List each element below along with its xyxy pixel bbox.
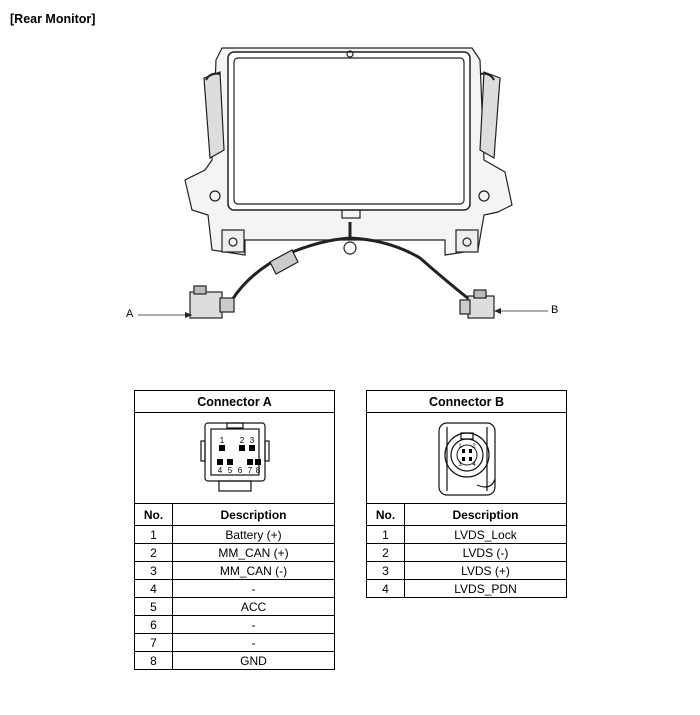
table-row <box>367 544 567 562</box>
pin-label-1: 1 <box>457 444 462 450</box>
table-row <box>135 598 335 616</box>
col-header-no: No. <box>367 504 405 526</box>
pin-description: MM_CAN (+) <box>173 544 335 562</box>
pin-label-2: 2 <box>471 444 476 450</box>
connector-a-pinout <box>135 413 335 504</box>
table-row <box>135 616 335 634</box>
pin-number: 4 <box>135 580 173 598</box>
connector-b-pinout <box>367 413 567 504</box>
col-header-no: No. <box>135 504 173 526</box>
pin-description: Battery (+) <box>173 526 335 544</box>
connector-b-table <box>366 390 567 598</box>
pin-description: LVDS (+) <box>405 562 567 580</box>
pin-label-8: 8 <box>255 466 260 475</box>
pin-label-1: 1 <box>219 436 224 445</box>
pin-description: MM_CAN (-) <box>173 562 335 580</box>
table-row <box>367 562 567 580</box>
pin-description: LVDS_Lock <box>405 526 567 544</box>
pin-label-3: 3 <box>457 462 462 468</box>
pin-description: ACC <box>173 598 335 616</box>
pin-label-5: 5 <box>227 466 232 475</box>
table-row <box>135 526 335 544</box>
pin-number: 7 <box>135 634 173 652</box>
pin-number: 8 <box>135 652 173 670</box>
pin-number: 1 <box>367 526 405 544</box>
pin-number: 4 <box>367 580 405 598</box>
connector-a-title: Connector A <box>135 391 335 413</box>
pin-description: - <box>173 634 335 652</box>
pin-description: - <box>173 580 335 598</box>
pin-label-7: 7 <box>247 466 252 475</box>
table-row <box>367 526 567 544</box>
pin-number: 3 <box>367 562 405 580</box>
pin-description: GND <box>173 652 335 670</box>
table-row <box>135 652 335 670</box>
table-row <box>367 580 567 598</box>
callout-b: B <box>551 304 559 316</box>
pin-number: 2 <box>135 544 173 562</box>
pin-label-4: 4 <box>217 466 222 475</box>
col-header-description: Description <box>173 504 335 526</box>
pin-label-6: 6 <box>237 466 242 475</box>
connector-a-table <box>134 390 335 670</box>
callout-a: A <box>126 308 134 320</box>
page-title: [Rear Monitor] <box>10 12 96 26</box>
table-row <box>135 580 335 598</box>
pin-label-4: 4 <box>471 462 476 468</box>
table-row <box>135 544 335 562</box>
pin-description: LVDS (-) <box>405 544 567 562</box>
pin-number: 5 <box>135 598 173 616</box>
pin-description: LVDS_PDN <box>405 580 567 598</box>
pin-label-2: 2 <box>239 436 244 445</box>
pin-number: 1 <box>135 526 173 544</box>
pin-number: 3 <box>135 562 173 580</box>
pin-label-3: 3 <box>249 436 254 445</box>
pin-number: 2 <box>367 544 405 562</box>
connector-b-title: Connector B <box>367 391 567 413</box>
table-row <box>135 562 335 580</box>
pin-number: 6 <box>135 616 173 634</box>
col-header-description: Description <box>405 504 567 526</box>
table-row <box>135 634 335 652</box>
pin-description: - <box>173 616 335 634</box>
